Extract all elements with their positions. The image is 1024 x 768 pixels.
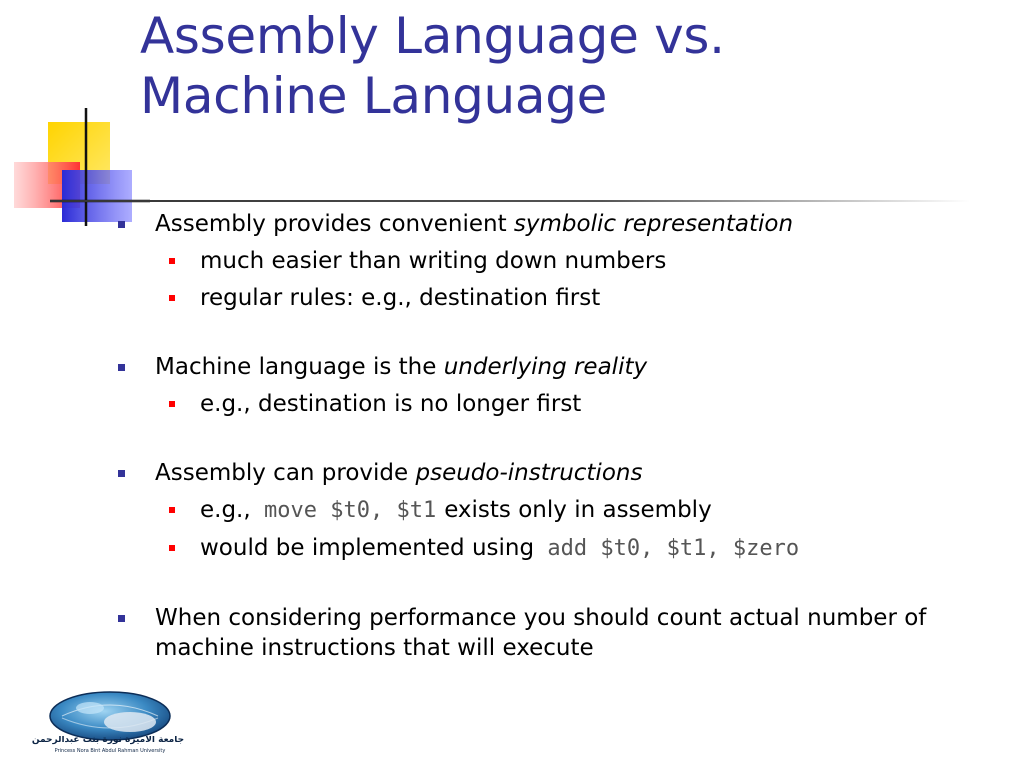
slide-title — [140, 6, 1000, 126]
bullet-text: Assembly provides convenient — [155, 211, 514, 237]
sub-bullet-item — [112, 495, 1002, 526]
bullet-emphasis: underlying reality — [443, 354, 648, 380]
sub-bullet-text: would be implemented using — [200, 535, 542, 561]
sub-bullet-text: regular rules: e.g., destination first — [200, 285, 601, 311]
title-divider — [50, 200, 970, 202]
red-square-bullet-icon — [169, 258, 175, 264]
sub-bullet-item — [112, 283, 1002, 313]
title-line-1: Assembly Language vs. — [140, 7, 725, 65]
square-bullet-icon — [118, 470, 125, 477]
sub-bullet-item — [112, 389, 1002, 419]
sub-bullet-text: e.g., — [200, 497, 258, 523]
bullet-list — [112, 206, 1002, 663]
square-bullet-icon — [118, 615, 125, 622]
red-square-bullet-icon — [169, 401, 175, 407]
sub-bullet-item — [112, 533, 1002, 564]
bullet-text: Assembly can provide — [155, 460, 416, 486]
bullet-emphasis: symbolic representation — [513, 211, 794, 237]
bullet-item — [112, 458, 1002, 488]
code-snippet: move $t0, $t1 — [264, 498, 437, 523]
sub-bullet-item — [112, 246, 1002, 276]
bullet-emphasis: pseudo-instructions — [415, 460, 643, 486]
red-square-bullet-icon — [169, 545, 175, 551]
red-square-bullet-icon — [169, 507, 175, 513]
title-line-2: Machine Language — [140, 67, 608, 125]
sub-bullet-text: e.g., destination is no longer first — [200, 391, 582, 417]
logo-arabic-text: جامعة الأميرة نورة بنت عبدالرحمن — [31, 736, 185, 745]
logo-english-text: Princess Nora Bint Abdul Rahman University — [54, 748, 166, 754]
sub-bullet-text: much easier than writing down numbers — [200, 248, 667, 274]
square-bullet-icon — [118, 221, 125, 228]
sub-bullet-text: exists only in assembly — [444, 497, 712, 523]
code-snippet: add $t0, $t1, $zero — [547, 536, 800, 561]
bullet-item — [112, 603, 1002, 663]
bullet-item — [112, 209, 1002, 239]
square-bullet-icon — [118, 364, 125, 371]
bullet-text: When considering performance you should count actual number of machine instructions that will execute — [155, 605, 927, 661]
bullet-item — [112, 352, 1002, 382]
bullet-text: Machine language is the — [155, 354, 444, 380]
red-square-bullet-icon — [169, 295, 175, 301]
